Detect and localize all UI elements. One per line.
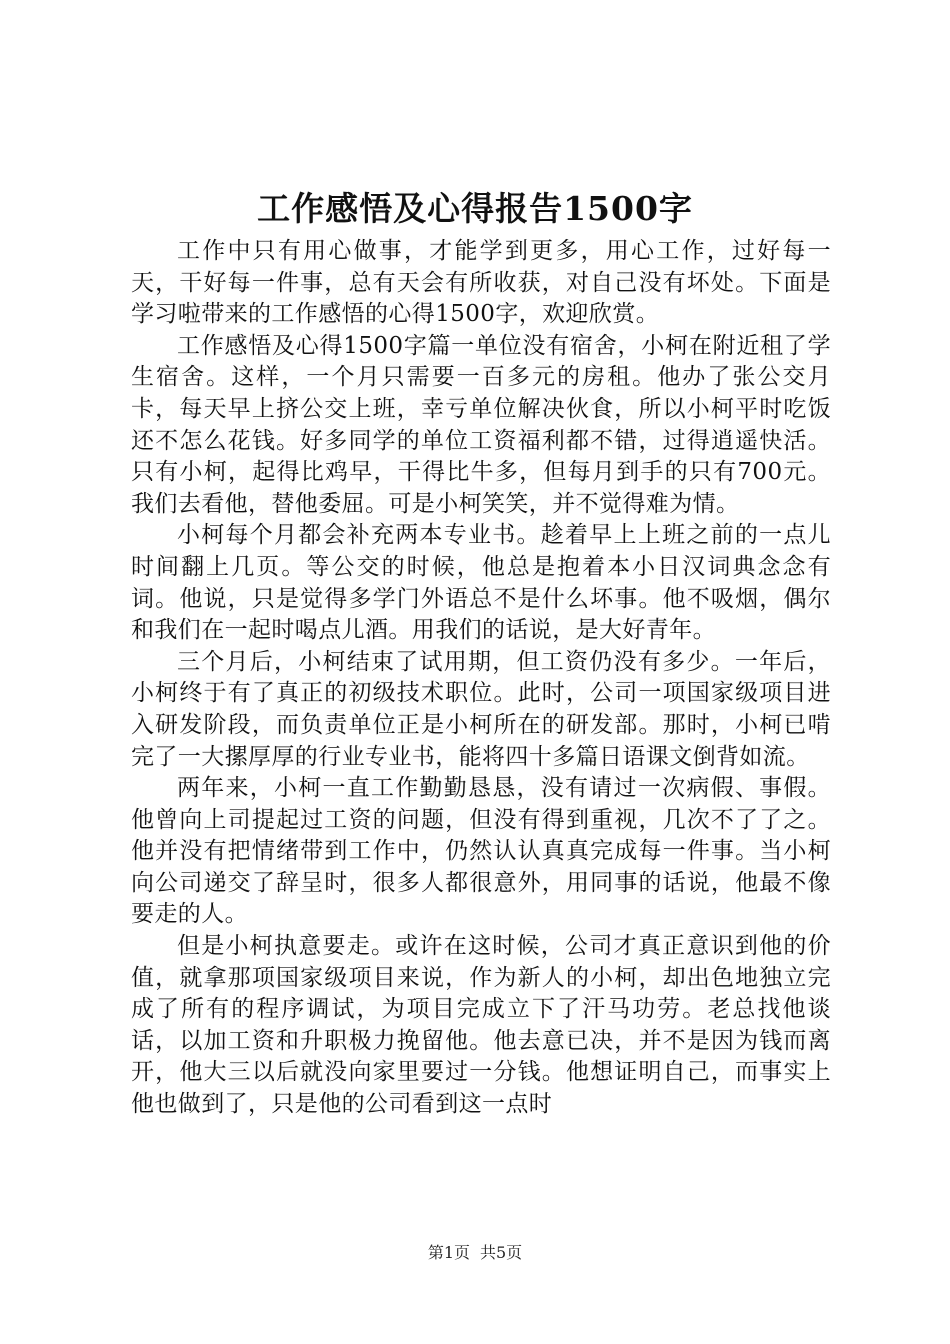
paragraph: 工作感悟及心得1500字篇一单位没有宿舍，小柯在附近租了学生宿舍。这样，一个月只需要一百多元的房租。他办了张公交月卡，每天早上挤公交上班，幸亏单位解决伙食，所以小柯平时吃饭还不怎么花钱。好多同学的单位工资福利都不错，过得逍遥快活。只有小柯，起得比鸡早，干得比牛多，但每月到手的只有700元。我们去看他，替他委屈。可是小柯笑笑，并不觉得难为情。 bbox=[131, 332, 831, 517]
paragraph: 三个月后，小柯结束了试用期，但工资仍没有多少。一年后，小柯终于有了真正的初级技术职位。此时，公司一项国家级项目进入研发阶段，而负责单位正是小柯所在的研发部。那时，小柯已啃完了一大摞厚厚的行业专业书，能将四十多篇日语课文倒背如流。 bbox=[131, 648, 831, 770]
paragraph: 但是小柯执意要走。或许在这时候，公司才真正意识到他的价值，就拿那项国家级项目来说，作为新人的小柯，却出色地独立完成了所有的程序调试，为项目完成立下了汗马功劳。老总找他谈话，以加工资和升职极力挽留他。他去意已决，并不是因为钱而离开，他大三以后就没向家里要过一分钱。他想证明自己，而事实上他也做到了，只是他的公司看到这一点时 bbox=[131, 933, 831, 1118]
document-title: 工作感悟及心得报告1500字 bbox=[257, 189, 693, 228]
document-body bbox=[131, 236, 831, 1121]
page-footer bbox=[0, 1242, 950, 1264]
paragraph: 工作中只有用心做事，才能学到更多，用心工作，过好每一天，干好每一件事，总有天会有所收获，对自己没有坏处。下面是学习啦带来的工作感悟的心得1500字，欢迎欣赏。 bbox=[131, 238, 831, 328]
page-number: 第1页 bbox=[427, 1243, 470, 1262]
page-total: 共5页 bbox=[480, 1243, 523, 1262]
paragraph: 小柯每个月都会补充两本专业书。趁着早上上班之前的一点儿时间翻上几页。等公交的时候，他总是抱着本小日汉词典念念有词。他说，只是觉得多学门外语总不是什么坏事。他不吸烟，偶尔和我们在一起时喝点儿酒。用我们的话说，是大好青年。 bbox=[131, 522, 831, 644]
paragraph: 两年来，小柯一直工作勤勤恳恳，没有请过一次病假、事假。他曾向上司提起过工资的问题，但没有得到重视，几次不了了之。他并没有把情绪带到工作中，仍然认认真真完成每一件事。当小柯向公司递交了辞呈时，很多人都很意外，用同事的话说，他最不像要走的人。 bbox=[131, 775, 831, 928]
